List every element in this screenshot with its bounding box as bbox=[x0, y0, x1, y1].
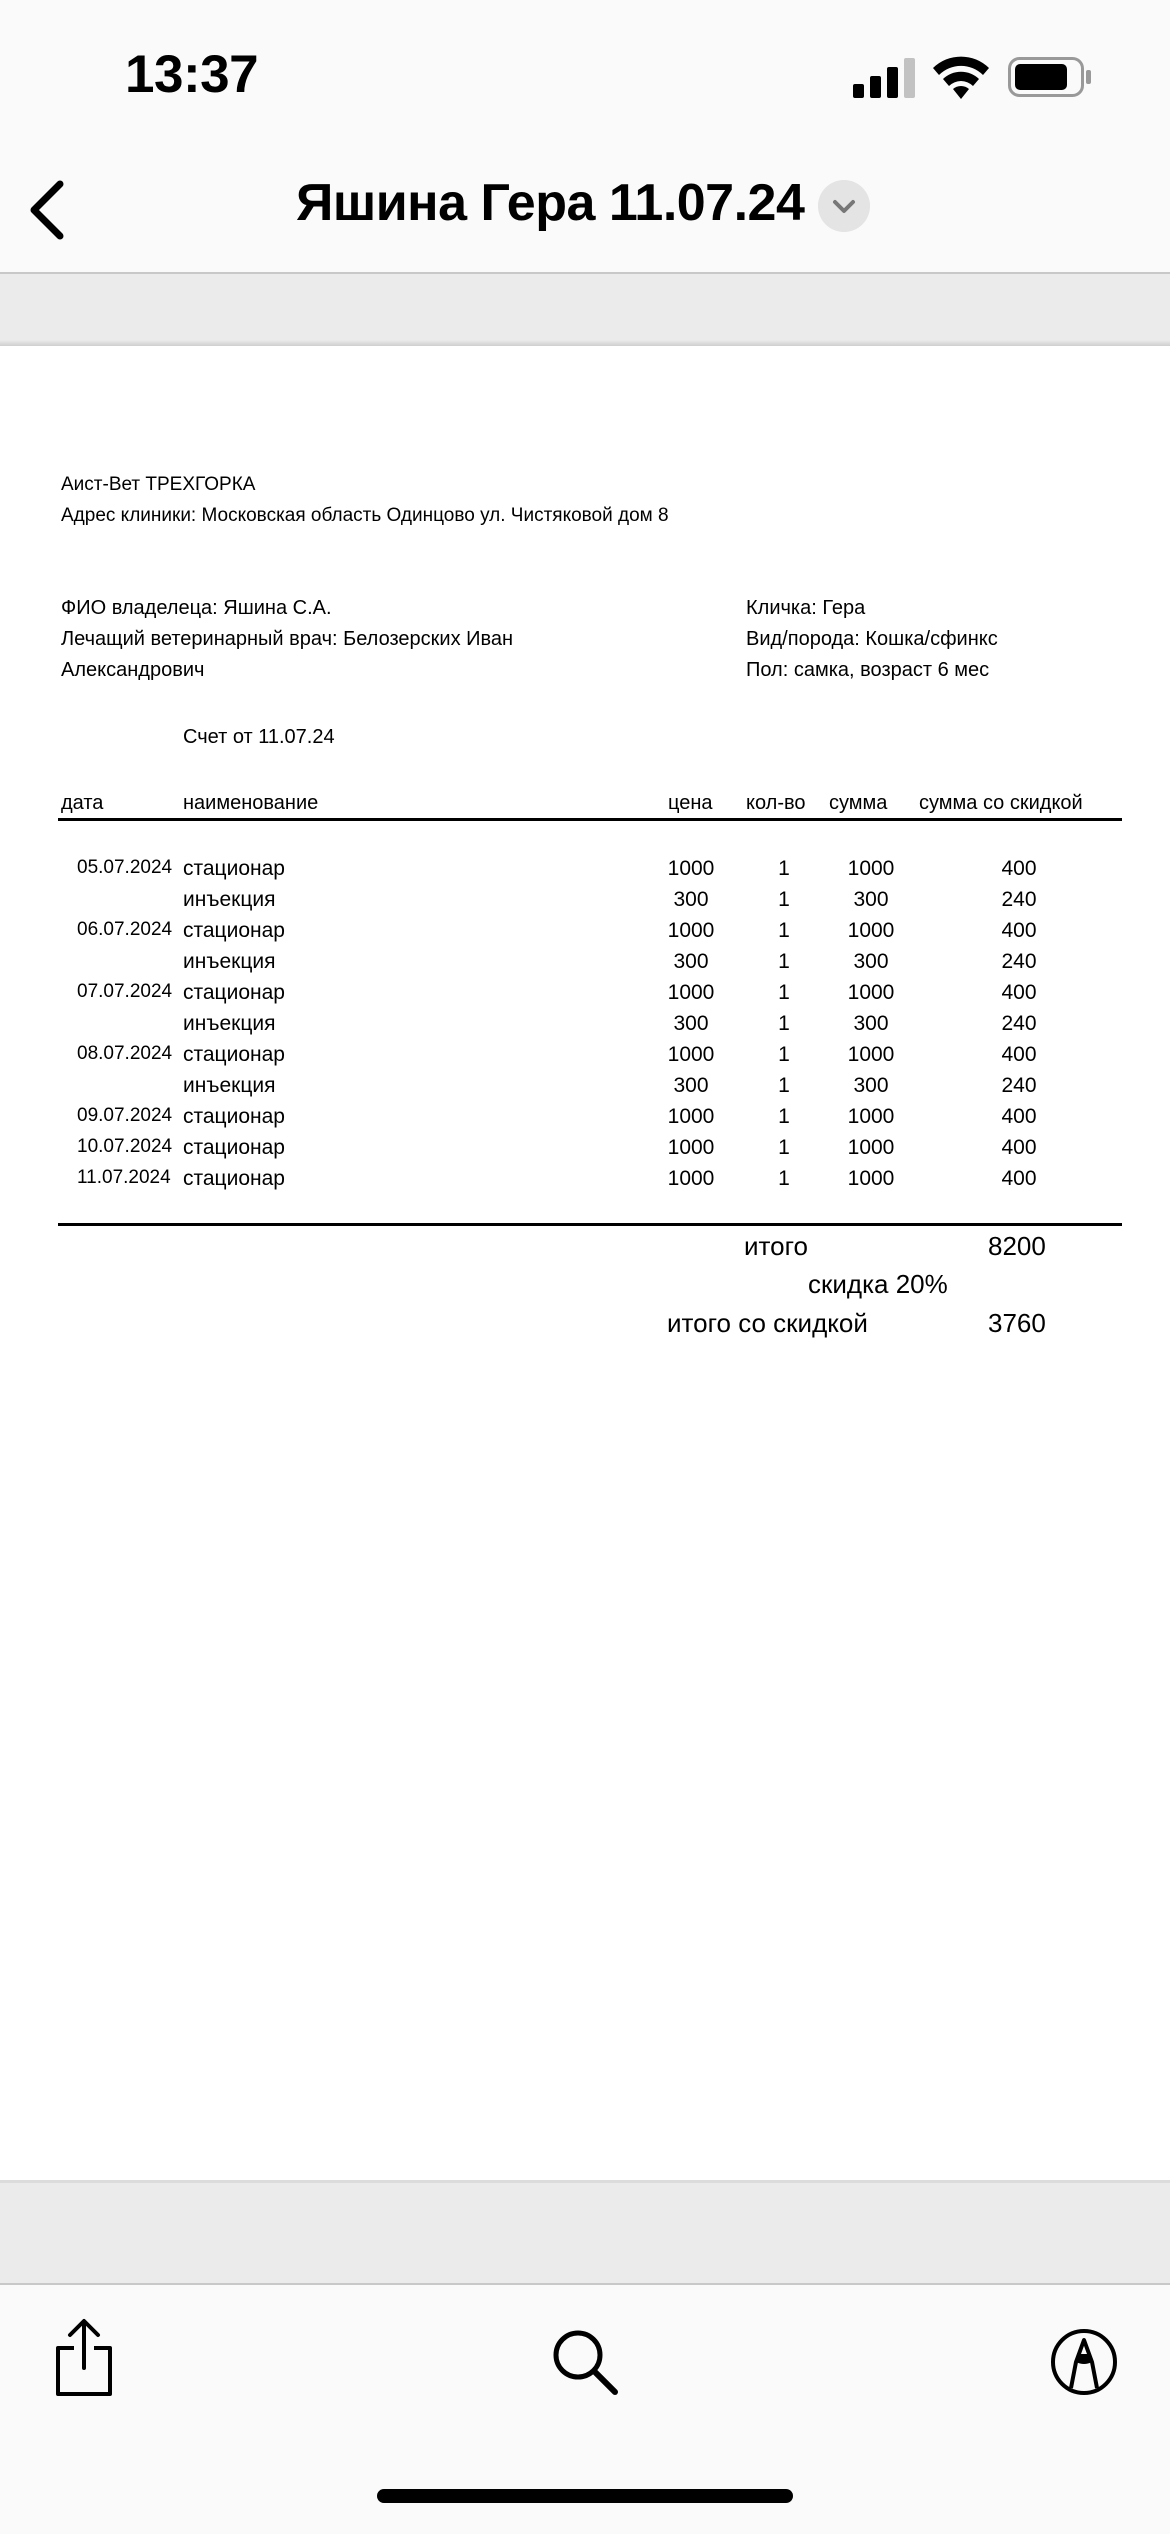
row-discounted: 400 bbox=[1001, 857, 1037, 880]
row-discounted: 240 bbox=[1001, 888, 1037, 911]
row-qty: 1 bbox=[778, 1105, 790, 1128]
row-sum: 1000 bbox=[847, 1167, 895, 1190]
row-price: 1000 bbox=[667, 857, 715, 880]
row-qty: 1 bbox=[778, 1167, 790, 1190]
row-sum: 300 bbox=[853, 1074, 889, 1097]
column-header-qty: кол-во bbox=[746, 792, 806, 814]
total-label: итого bbox=[744, 1231, 808, 1261]
row-qty: 1 bbox=[778, 1074, 790, 1097]
row-qty: 1 bbox=[778, 1012, 790, 1035]
status-bar bbox=[0, 0, 1170, 150]
row-qty: 1 bbox=[778, 888, 790, 911]
row-sum: 1000 bbox=[847, 981, 895, 1004]
total-discount-value: 3760 bbox=[988, 1308, 1046, 1338]
total-value: 8200 bbox=[988, 1231, 1046, 1261]
column-header-name: наименование bbox=[183, 792, 319, 814]
row-sum: 1000 bbox=[847, 1136, 895, 1159]
row-item: стационар bbox=[183, 1167, 285, 1190]
row-date: 07.07.2024 bbox=[77, 981, 173, 1002]
row-item: инъекция bbox=[183, 950, 276, 973]
row-discounted: 240 bbox=[1001, 1012, 1037, 1035]
discount-label: скидка 20% bbox=[808, 1269, 948, 1299]
row-item: стационар bbox=[183, 919, 285, 942]
row-item: стационар bbox=[183, 1043, 285, 1066]
row-qty: 1 bbox=[778, 950, 790, 973]
doctor-line-1: Лечащий ветеринарный врач: Белозерских Иван bbox=[61, 628, 514, 650]
row-price: 1000 bbox=[667, 1043, 715, 1066]
cellular-signal-icon bbox=[853, 58, 915, 98]
row-price: 1000 bbox=[667, 1167, 715, 1190]
document-title[interactable]: Яшина Гера 11.07.24 bbox=[296, 174, 805, 232]
share-icon[interactable] bbox=[52, 2318, 116, 2398]
row-item: инъекция bbox=[183, 1012, 276, 1035]
invoice-title: Счет от 11.07.24 bbox=[183, 726, 335, 748]
chevron-down-icon[interactable] bbox=[818, 180, 870, 232]
row-price: 300 bbox=[673, 950, 709, 973]
row-date: 11.07.2024 bbox=[77, 1167, 171, 1188]
row-item: инъекция bbox=[183, 1074, 276, 1097]
row-item: стационар bbox=[183, 857, 285, 880]
row-sum: 300 bbox=[853, 888, 889, 911]
header-rule bbox=[58, 818, 1122, 821]
row-item: стационар bbox=[183, 1136, 285, 1159]
row-price: 300 bbox=[673, 888, 709, 911]
row-qty: 1 bbox=[778, 1043, 790, 1066]
row-sum: 1000 bbox=[847, 919, 895, 942]
row-item: инъекция bbox=[183, 888, 276, 911]
row-sum: 1000 bbox=[847, 1043, 895, 1066]
clinic-name: Аист-Вет ТРЕХГОРКА bbox=[61, 474, 256, 495]
total-discount-label: итого со скидкой bbox=[667, 1308, 868, 1338]
row-price: 300 bbox=[673, 1074, 709, 1097]
row-sum: 300 bbox=[853, 1012, 889, 1035]
home-indicator bbox=[377, 2489, 793, 2503]
column-header-discounted-sum: сумма со скидкой bbox=[919, 792, 1083, 814]
row-discounted: 400 bbox=[1001, 1136, 1037, 1159]
pet-breed: Вид/порода: Кошка/сфинкс bbox=[746, 628, 998, 650]
row-discounted: 400 bbox=[1001, 1167, 1037, 1190]
column-header-date: дата bbox=[61, 792, 104, 814]
column-header-price: цена bbox=[668, 792, 713, 814]
wifi-icon bbox=[933, 55, 989, 99]
row-discounted: 400 bbox=[1001, 1043, 1037, 1066]
column-header-sum: сумма bbox=[829, 792, 888, 814]
battery-icon bbox=[1008, 57, 1092, 97]
status-time: 13:37 bbox=[125, 45, 259, 104]
row-date: 08.07.2024 bbox=[77, 1043, 173, 1064]
navigation-bar bbox=[0, 150, 1170, 274]
row-discounted: 240 bbox=[1001, 1074, 1037, 1097]
row-qty: 1 bbox=[778, 919, 790, 942]
row-discounted: 240 bbox=[1001, 950, 1037, 973]
pet-nickname: Кличка: Гера bbox=[746, 597, 866, 619]
row-item: стационар bbox=[183, 1105, 285, 1128]
pet-sex-age: Пол: самка, возраст 6 мес bbox=[746, 659, 990, 681]
pdf-page bbox=[0, 352, 1170, 2178]
doctor-line-2: Александрович bbox=[61, 659, 205, 681]
totals-rule bbox=[58, 1223, 1122, 1226]
row-sum: 1000 bbox=[847, 1105, 895, 1128]
row-qty: 1 bbox=[778, 981, 790, 1004]
row-date: 09.07.2024 bbox=[77, 1105, 173, 1126]
row-discounted: 400 bbox=[1001, 981, 1037, 1004]
search-icon[interactable] bbox=[551, 2328, 619, 2396]
document-bottom-margin bbox=[0, 2180, 1170, 2283]
row-date: 05.07.2024 bbox=[77, 857, 173, 878]
row-discounted: 400 bbox=[1001, 1105, 1037, 1128]
row-price: 1000 bbox=[667, 981, 715, 1004]
row-date: 10.07.2024 bbox=[77, 1136, 173, 1157]
row-sum: 300 bbox=[853, 950, 889, 973]
row-price: 1000 bbox=[667, 1105, 715, 1128]
row-item: стационар bbox=[183, 981, 285, 1004]
clinic-address: Адрес клиники: Московская область Одинцово ул. Чистяковой дом 8 bbox=[61, 505, 669, 526]
owner-name: ФИО владелеца: Яшина С.А. bbox=[61, 597, 332, 619]
row-date: 06.07.2024 bbox=[77, 919, 173, 940]
row-qty: 1 bbox=[778, 1136, 790, 1159]
row-discounted: 400 bbox=[1001, 919, 1037, 942]
document-top-margin bbox=[0, 274, 1170, 346]
row-qty: 1 bbox=[778, 857, 790, 880]
markup-icon[interactable] bbox=[1050, 2328, 1118, 2396]
row-price: 300 bbox=[673, 1012, 709, 1035]
row-price: 1000 bbox=[667, 1136, 715, 1159]
row-price: 1000 bbox=[667, 919, 715, 942]
row-sum: 1000 bbox=[847, 857, 895, 880]
back-chevron-icon[interactable] bbox=[18, 170, 78, 250]
